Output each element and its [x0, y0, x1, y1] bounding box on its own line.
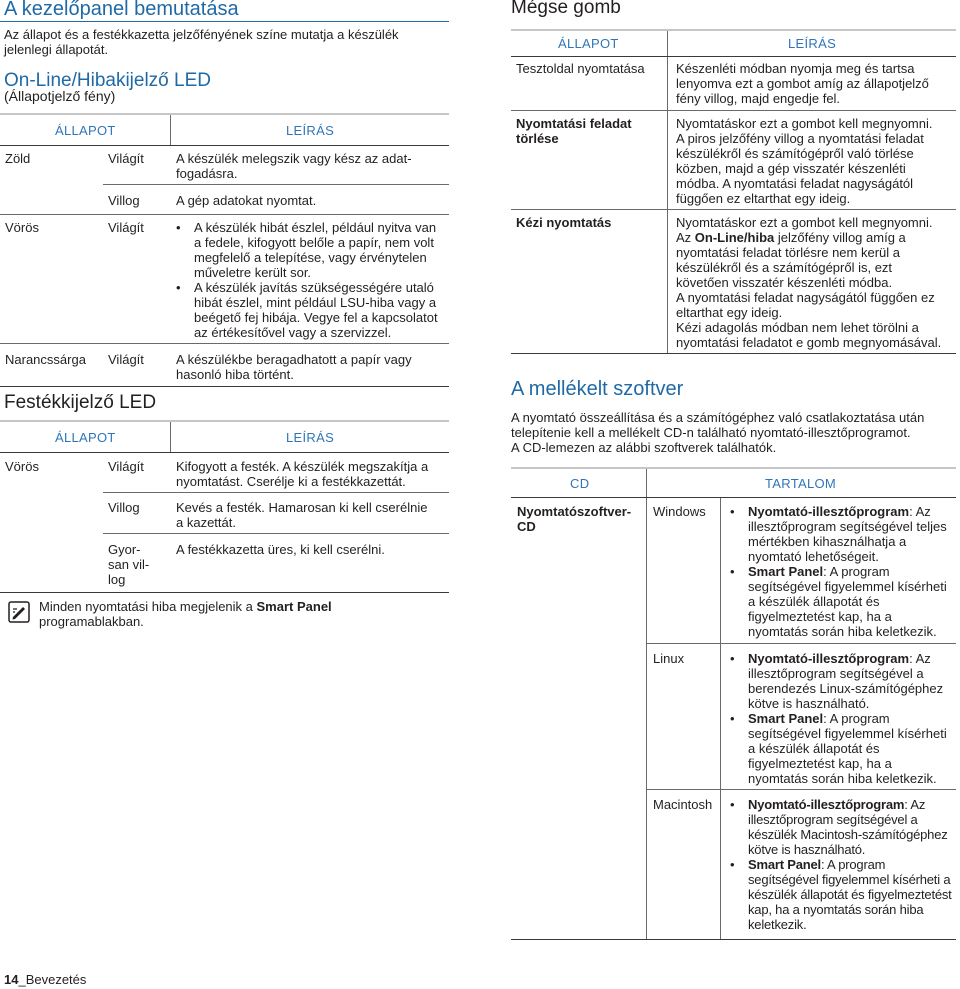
- footer-section: _Bevezetés: [18, 972, 87, 987]
- row-rule: [511, 110, 956, 111]
- software-name: Nyomtató-illesztőprogram: [748, 797, 905, 812]
- software-description: : A program segítségével figyelemmel kísérheti a készülék állapotát és figyelmeztetést kap, ha a nyomtatás során hiba keletkezik.: [748, 564, 947, 639]
- row-description: Készenléti módban nyomja meg és tartsa lenyomva ezt a gombot amíg az állapotjelző fény villog, majd engedje fel.: [676, 61, 929, 106]
- note-text-bold: Smart Panel: [256, 599, 332, 614]
- list-item: [726, 504, 958, 564]
- row-description: [676, 215, 954, 350]
- row-rule: [0, 343, 449, 344]
- software-description: : A program segítségével figyelemmel kísérheti a készülék állapotát és figyelmeztetést kap, ha a nyomtatás során hiba keletkezik.: [748, 711, 947, 786]
- row-color-label: Vörös: [5, 220, 39, 235]
- column-header-description: LEÍRÁS: [286, 123, 335, 138]
- row-state: Gyor- san vil- log: [108, 542, 150, 587]
- cd-name: Nyomtatószoftver- CD: [517, 504, 632, 534]
- column-divider: [170, 115, 171, 145]
- column-header-description: LEÍRÁS: [286, 430, 335, 445]
- macintosh-software-list: [726, 797, 958, 932]
- row-state: Kézi nyomtatás: [516, 215, 612, 230]
- row-state: Villog: [108, 193, 140, 208]
- row-description: Nyomtatáskor ezt a gombot kell megnyomni. A piros jelzőfény villog a nyomtatási feladat készülékről és számítógépről való törlése közben, majd a gép visszatér készenléti módba. A nyomtatási feladat nagyságától függően ez eltarthat egy ideig.: [676, 116, 933, 206]
- column-divider: [646, 469, 647, 939]
- row-description: Kevés a festék. Hamarosan ki kell cserélnie a kazettát.: [176, 500, 428, 530]
- note-text-prefix: Minden nyomtatási hiba megjelenik a: [39, 599, 257, 614]
- row-state: Világít: [108, 220, 144, 235]
- table-bottom-rule: [511, 353, 956, 354]
- software-intro-text: A nyomtató összeállítása és a számítógéphez való csatlakoztatása után telepítenie kell a mellékelt CD-n található nyomtató-illesztőprogramot. A CD-lemezen az alábbi szoftverek találhatók.: [511, 410, 925, 455]
- note-text-suffix: programablakban.: [39, 614, 144, 629]
- row-description-list: [172, 220, 448, 340]
- intro-text: Az állapot és a festékkazetta jelzőfényének színe mutatja a készülék jelenlegi állapotát.: [4, 27, 399, 57]
- column-header-state: ÁLLAPOT: [558, 36, 619, 51]
- table-bottom-rule: [0, 592, 449, 593]
- list-item: [726, 651, 958, 711]
- row-state: Villog: [108, 500, 140, 515]
- column-header-content: TARTALOM: [765, 476, 837, 491]
- note-text: [39, 599, 439, 629]
- row-description-pre: Nyomtatáskor ezt a gombot kell megnyomni. Az: [676, 215, 933, 245]
- list-item: • A készülék javítás szükségességére utaló hibát észlel, mint például LSU-hiba vagy a beégető fej hibája. Vegye fel a kapcsolatot az értékesítővel vagy a szervizzel.: [172, 280, 448, 340]
- row-rule: [103, 533, 449, 534]
- linux-software-list: [726, 651, 958, 786]
- table-top-bar: [511, 467, 956, 469]
- os-label-windows: Windows: [653, 504, 706, 519]
- note-icon: [8, 601, 30, 623]
- table-bottom-rule: [0, 386, 449, 387]
- column-header-description: LEÍRÁS: [788, 36, 837, 51]
- os-label-macintosh: Macintosh: [653, 797, 713, 812]
- row-description: A festékkazetta üres, ki kell cserélni.: [176, 542, 385, 557]
- os-column-divider: [720, 497, 721, 939]
- row-state: Világít: [108, 352, 144, 367]
- row-state: Nyomtatási feladat törlése: [516, 116, 632, 146]
- table-top-bar: [511, 29, 956, 31]
- software-description: : A program segítségével figyelemmel kísérheti a készülék állapotát és figyelmeztetést kap, ha a nyomtatás során hiba keletkezik.: [748, 857, 952, 932]
- header-rule: [0, 145, 449, 146]
- row-rule: [646, 643, 956, 644]
- software-section-title: A mellékelt szoftver: [511, 378, 684, 400]
- row-rule: [511, 209, 956, 210]
- row-rule: [103, 184, 449, 185]
- header-rule: [0, 452, 449, 453]
- column-header-state: ÁLLAPOT: [55, 123, 116, 138]
- row-rule: [0, 214, 449, 215]
- windows-software-list: [726, 504, 958, 639]
- row-description: A gép adatokat nyomtat.: [176, 193, 317, 208]
- row-state: Világít: [108, 459, 144, 474]
- row-description: A készülék melegszik vagy kész az adat- fogadásra.: [176, 151, 412, 181]
- table-bottom-rule: [511, 939, 956, 940]
- list-item: [726, 711, 958, 786]
- column-header-state: ÁLLAPOT: [55, 430, 116, 445]
- led-section-title: On-Line/Hibakijelző LED: [4, 70, 211, 91]
- cancel-section-title: Mégse gomb: [511, 0, 621, 18]
- led-section-subtitle: (Állapotjelző fény): [4, 88, 116, 104]
- row-color-label: Vörös: [5, 459, 39, 474]
- software-name: Smart Panel: [748, 711, 824, 726]
- page-number: 14: [4, 972, 19, 987]
- title-underline: [0, 21, 449, 22]
- software-description: : Az illesztőprogram segítségével a készülék Macintosh-számítógéphez kötve is használható.: [748, 797, 948, 857]
- software-name: Smart Panel: [748, 564, 824, 579]
- list-item: [726, 857, 958, 932]
- software-description: : Az illesztőprogram segítségével a berendezés Linux-számítógéphez kötve is használható.: [748, 651, 944, 711]
- software-name: Smart Panel: [748, 857, 821, 872]
- page-title: A kezelőpanel bemutatása: [4, 0, 239, 20]
- row-description: A készülékbe beragadhatott a papír vagy hasonló hiba történt.: [176, 352, 412, 382]
- row-rule: [646, 789, 956, 790]
- page-footer: [4, 972, 86, 987]
- row-description: Kifogyott a festék. A készülék megszakítja a nyomtatást. Cserélje ki a festékkazettát.: [176, 459, 429, 489]
- software-name: Nyomtató-illesztőprogram: [748, 651, 910, 666]
- row-color-label: Zöld: [5, 151, 31, 166]
- table-top-bar: [0, 420, 449, 422]
- software-name: Nyomtató-illesztőprogram: [748, 504, 910, 519]
- column-divider: [667, 31, 668, 353]
- row-state: Tesztoldal nyomtatása: [516, 61, 645, 76]
- software-description: : Az illesztőprogram segítségével teljes mértékben kihasználhatja a nyomtató lehetőségeit.: [748, 504, 947, 564]
- row-description-post: jelzőfény villog amíg a nyomtatási feladat törlésre nem kerül a készülékről és a számítógépről is, ezt követően visszatér készenléti módba. A nyomtatási feladat nagyságától függően ez eltarthat egy ideig. Kézi adagolás módban nem lehet törölni a nyomtatási feladatot e gomb megnyomásával.: [676, 230, 942, 350]
- toner-section-title: Festékkijelző LED: [4, 392, 157, 413]
- column-header-cd: CD: [570, 476, 590, 491]
- row-color-label: Narancssárga: [5, 352, 86, 367]
- row-rule: [103, 492, 449, 493]
- row-description-bold: On-Line/hiba: [694, 230, 775, 245]
- list-item: [726, 797, 958, 857]
- list-item: [726, 564, 958, 639]
- table-top-bar: [0, 113, 449, 115]
- list-item: • A készülék hibát észlel, például nyitva van a fedele, kifogyott belőle a papír, nem volt megfelelő a telepítése, vagy érvénytelen műveletre került sor.: [172, 220, 448, 280]
- column-divider: [170, 422, 171, 452]
- os-label-linux: Linux: [653, 651, 685, 666]
- header-rule: [511, 497, 956, 498]
- row-state: Világít: [108, 151, 144, 166]
- header-rule: [511, 56, 956, 57]
